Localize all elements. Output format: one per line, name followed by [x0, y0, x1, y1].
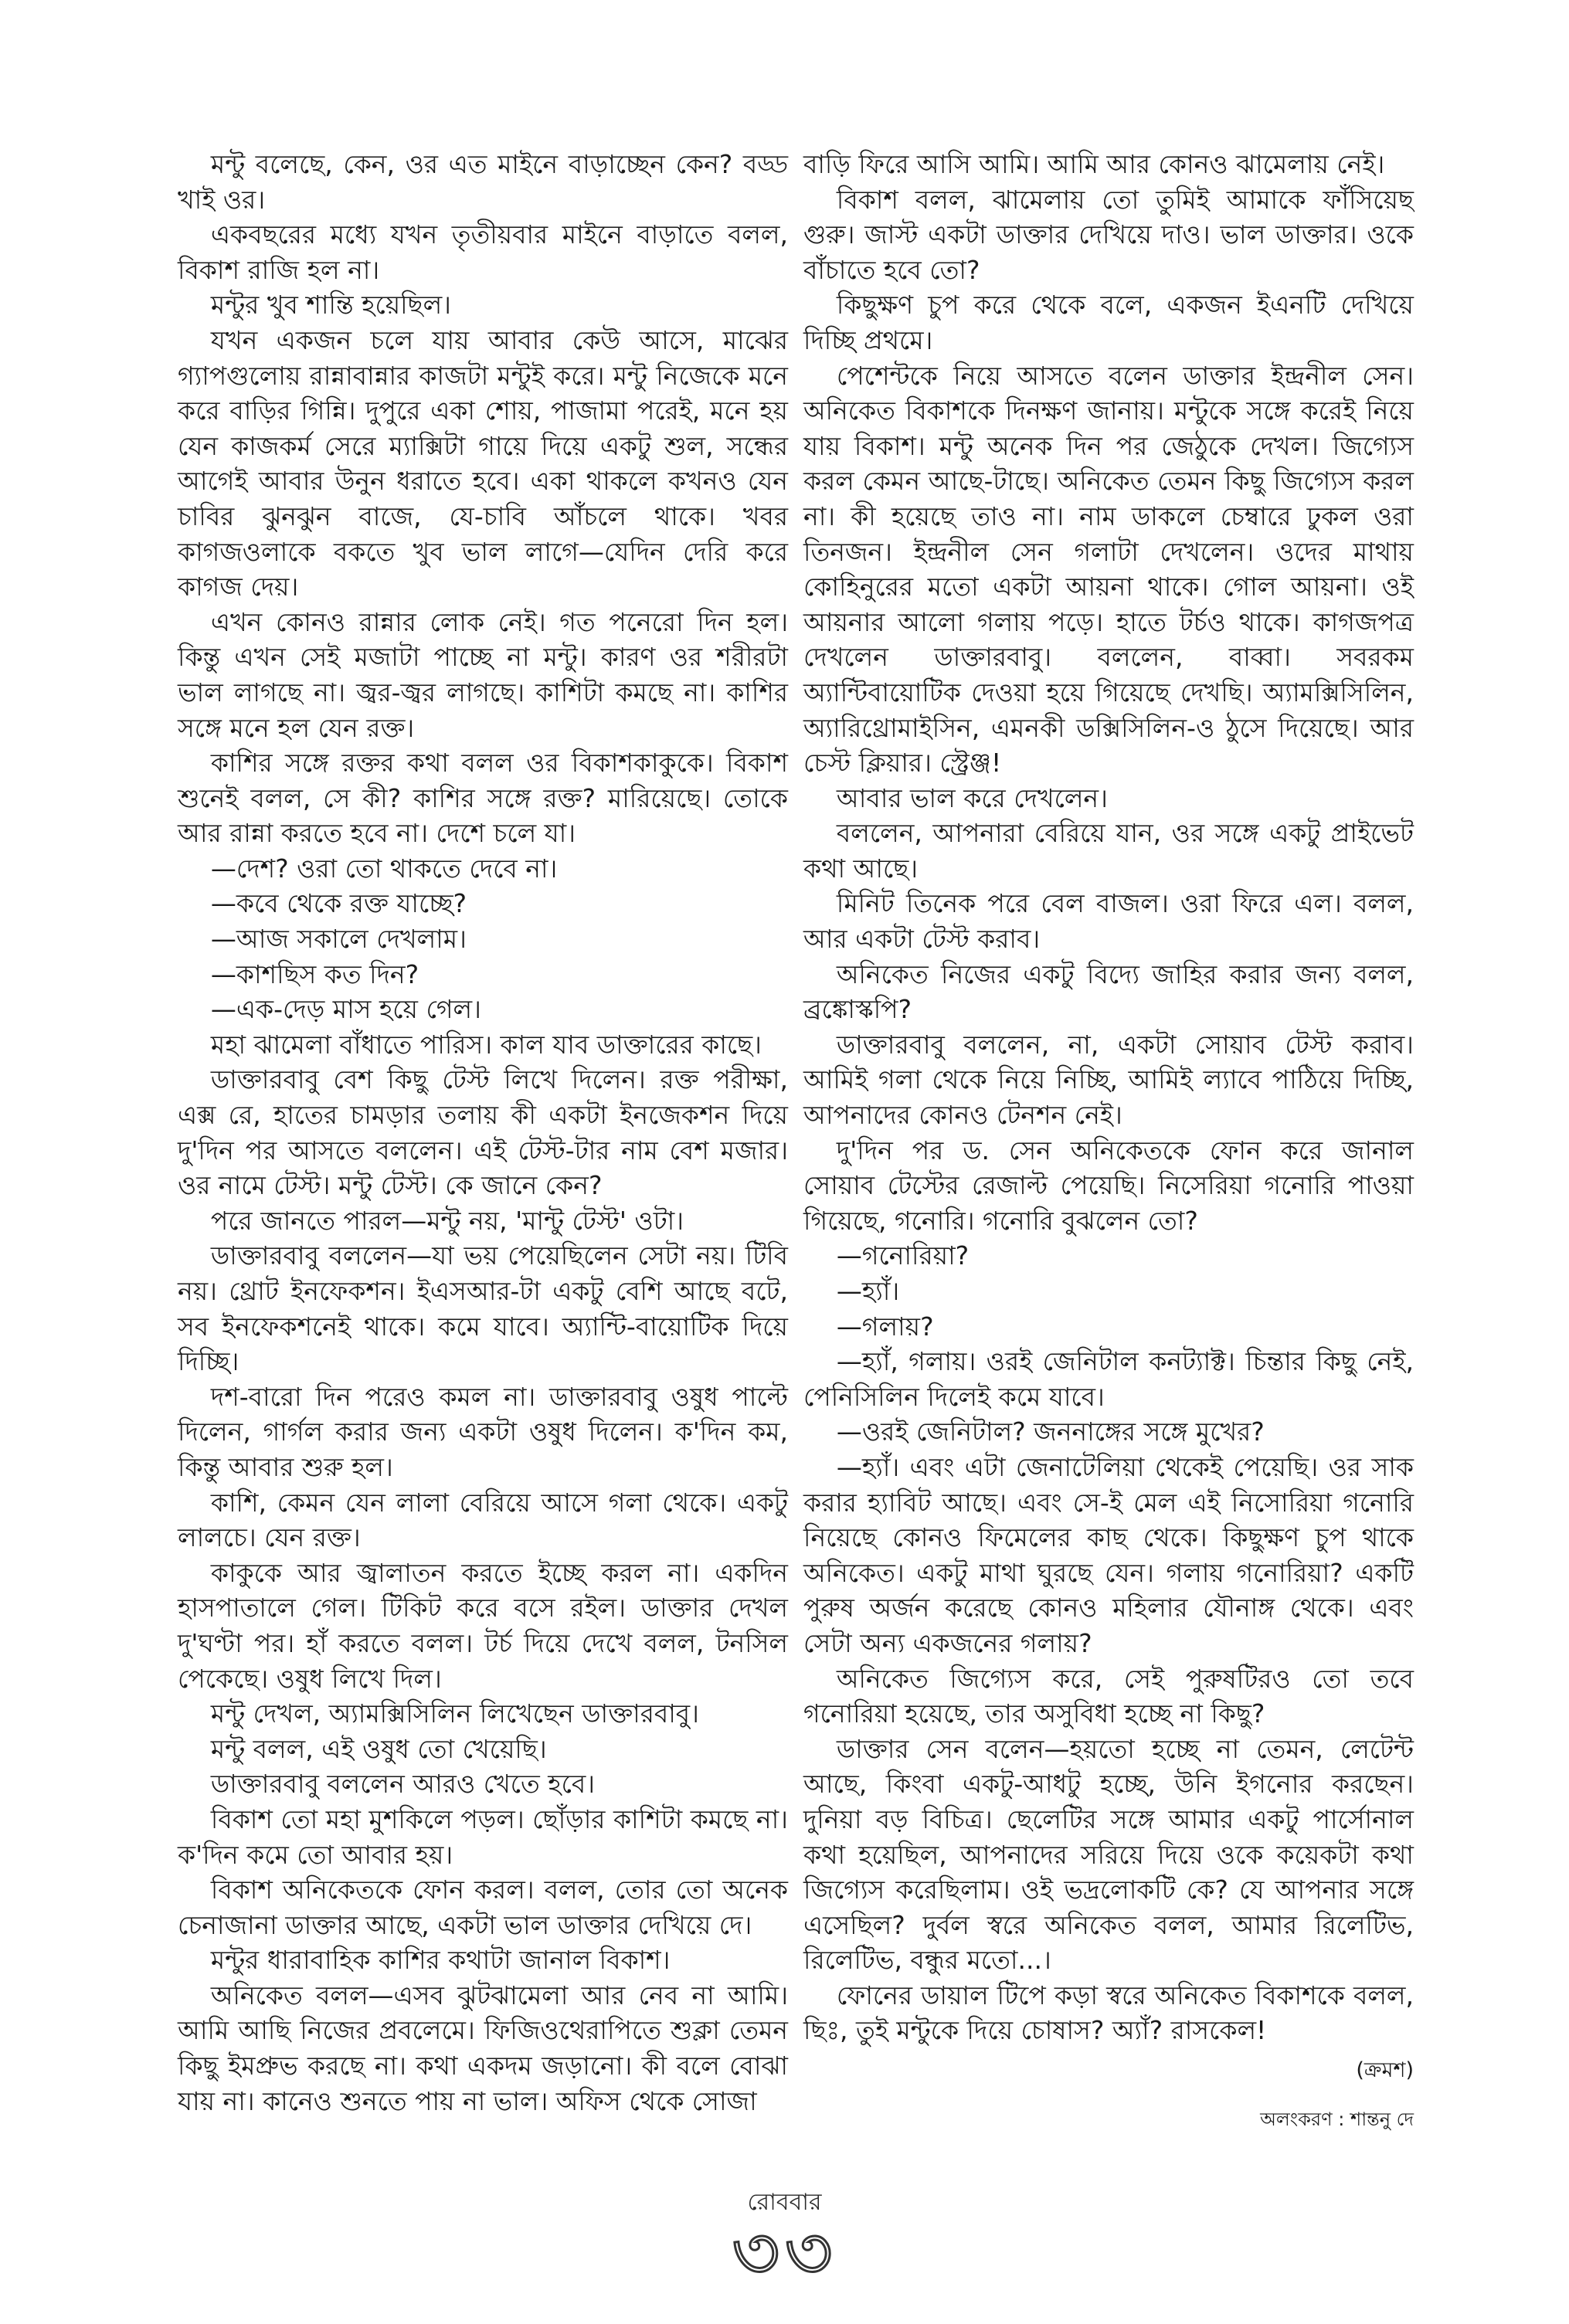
paragraph: —হ্যাঁ, গলায়। ওরই জেনিটাল কনট্যাক্ট। চিন্তার কিছু নেই, পেনিসিলিন দিলেই কমে যাবে।	[803, 1346, 1414, 1412]
paragraph: ডাক্তার সেন বলেন—হয়তো হচ্ছে না তেমন, লেটেন্ট আছে, কিংবা একটু-আধটু হচ্ছে, উনি ইগনোর করছেন। দুনিয়া বড় বিচিত্র। ছেলেটির সঙ্গে আমার একটু পার্সোনাল কথা হয়েছিল, আপনাদের সরিয়ে দিয়ে ওকে কয়েকটা কথা জিগ্যেস করেছিলাম। ওই ভদ্রলোকটি কে? যে আপনার সঙ্গে এসেছিল? দুর্বল স্বরে অনিকেত বলল, আমার রিলেটিভ, রিলেটিভ, বন্ধুর মতো...।	[803, 1733, 1414, 1976]
right-paragraphs	[803, 147, 1414, 2048]
paragraph: কিছুক্ষণ চুপ করে থেকে বলে, একজন ইএনটি দেখিয়ে দিচ্ছি প্রথমে।	[803, 290, 1414, 355]
paragraph: বললেন, আপনারা বেরিয়ে যান, ওর সঙ্গে একটু প্রাইভেট কথা আছে।	[803, 818, 1414, 884]
paragraph: বিকাশ বলল, ঝামেলায় তো তুমিই আমাকে ফাঁসিয়েছ গুরু। জাস্ট একটা ডাক্তার দেখিয়ে দাও। ভাল ডাক্তার। ওকে বাঁচাতে হবে তো?	[803, 184, 1414, 285]
paragraph: বিকাশ অনিকেতকে ফোন করল। বলল, তোর তো অনেক চেনাজানা ডাক্তার আছে, একটা ভাল ডাক্তার দেখিয়ে দে।	[178, 1874, 788, 1940]
paragraph: ডাক্তারবাবু বেশ কিছু টেস্ট লিখে দিলেন। রক্ত পরীক্ষা, এক্স রে, হাতের চামড়ার তলায় কী একটা ইনজেকশন দিয়ে দু'দিন পর আসতে বললেন। এই টেস্ট-টার নাম বেশ মজার। ওর নামে টেস্ট। মন্টু টেস্ট। কে জানে কেন?	[178, 1064, 788, 1201]
paragraph: আবার ভাল করে দেখলেন।	[836, 782, 1108, 813]
paragraph: কাকুকে আর জ্বালাতন করতে ইচ্ছে করল না। একদিন হাসপাতালে গেল। টিকিট করে বসে রইল। ডাক্তার দেখল দু'ঘণ্টা পর। হাঁ করতে বলল। টর্চ দিয়ে দেখে বলল, টনসিল পেকেছে। ওষুধ লিখে দিল।	[178, 1557, 788, 1694]
paragraph: —ওরই জেনিটাল? জননাঙ্গের সঙ্গে মুখের?	[836, 1416, 1265, 1447]
paragraph: এখন কোনও রান্নার লোক নেই। গত পনেরো দিন হল। কিন্তু এখন সেই মজাটা পাচ্ছে না মন্টু। কারণ ওর শরীরটা ভাল লাগছে না। জ্বর-জ্বর লাগছে। কাশিটা কমছে না। কাশির সঙ্গে মনে হল যেন রক্ত।	[178, 606, 788, 743]
paragraph: বিকাশ তো মহা মুশকিলে পড়ল। ছোঁড়ার কাশিটা কমছে না। ক'দিন কমে তো আবার হয়।	[178, 1803, 788, 1870]
illustration-credit: অলংকরণ : শান্তনু দে	[1260, 2108, 1414, 2130]
paragraph: —দেশ? ওরা তো থাকতে দেবে না।	[210, 853, 558, 884]
paragraph: কাশি, কেমন যেন লালা বেরিয়ে আসে গলা থেকে। একটু লালচে। যেন রক্ত।	[178, 1487, 788, 1553]
paragraph: যখন একজন চলে যায় আবার কেউ আসে, মাঝের গ্যাপগুলোয় রান্নাবান্নার কাজটা মন্টুই করে। মন্টু নিজেকে মনে করে বাড়ির গিন্নি। দুপুরে একা শোয়, পাজামা পরেই, মনে হয় যেন কাজকর্ম সেরে ম্যাক্সিটা গায়ে দিয়ে একটু শুল, সন্ধের আগেই আবার উনুন ধরাতে হবে। একা থাকলে কখনও যেন চাবির ঝুনঝুন বাজে, যে-চাবি আঁচলে থাকে। খবর কাগজওলাকে বকতে খুব ভাল লাগে—যেদিন দেরি করে কাগজ দেয়।	[178, 324, 788, 602]
paragraph: বাড়ি ফিরে আসি আমি। আমি আর কোনও ঝামেলায় নেই।	[803, 149, 1385, 179]
paragraph: পরে জানতে পারল—মন্টু নয়, 'মান্টু টেস্ট' ওটা।	[210, 1205, 684, 1236]
paragraph: দু'দিন পর ড. সেন অনিকেতকে ফোন করে জানাল সোয়াব টেস্টের রেজাল্ট পেয়েছি। নিসেরিয়া গনোরি পাওয়া গিয়েছে, গনোরি। গনোরি বুঝলেন তো?	[803, 1135, 1414, 1236]
text-column-left	[178, 147, 788, 2119]
page-footer	[0, 2189, 1569, 2296]
paragraph: —আজ সকালে দেখলাম।	[210, 924, 467, 955]
paragraph: মন্টু বলেছে, কেন, ওর এত মাইনে বাড়াচ্ছেন কেন? বড্ড খাই ওর।	[178, 149, 788, 215]
paragraph: —হ্যাঁ।	[836, 1276, 900, 1306]
text-column-right	[803, 147, 1414, 2137]
paragraph: পেশেন্টকে নিয়ে আসতে বলেন ডাক্তার ইন্দ্রনীল সেন। অনিকেত বিকাশকে দিনক্ষণ জানায়। মন্টুকে সঙ্গে করেই নিয়ে যায় বিকাশ। মন্টু অনেক দিন পর জেঠুকে দেখল। জিগ্যেস করল কেমন আছে-টাছে। অনিকেত তেমন কিছু জিগ্যেস করল না। কী হয়েছে তাও না। নাম ডাকলে চেম্বারে ঢুকল ওরা তিনজন। ইন্দ্রনীল সেন গলাটা দেখলেন। ওদের মাথায় কোহিনুরের মতো একটা আয়না থাকে। গোল আয়না। ওই আয়নার আলো গলায় পড়ে। হাতে টর্চও থাকে। কাগজপত্র দেখলেন ডাক্তারবাবু। বললেন, বাব্বা। সবরকম অ্যান্টিবায়োটিক দেওয়া হয়ে গিয়েছে দেখছি। অ্যামক্সিসিলিন, অ্যারিথ্রোমাইসিন, এমনকী ডক্সিসিলিন-ও ঠুসে দিয়েছে। আর চেস্ট ক্লিয়ার। স্ট্রেঞ্জ!	[803, 360, 1414, 779]
paragraph: ডাক্তারবাবু বললেন—যা ভয় পেয়েছিলেন সেটা নয়। টিবি নয়। থ্রোট ইনফেকশন। ইএসআর-টা একটু বেশি আছে বটে, সব ইনফেকশনেই থাকে। কমে যাবে। অ্যান্টি-বায়োটিক দিয়ে দিচ্ছি।	[178, 1240, 788, 1377]
page-number: ৩৩	[732, 2210, 837, 2296]
paragraph: অনিকেত নিজের একটু বিদ্যে জাহির করার জন্য বলল, ব্রঙ্কোস্কপি?	[803, 958, 1414, 1025]
paragraph: একবছরের মধ্যে যখন তৃতীয়বার মাইনে বাড়াতে বলল, বিকাশ রাজি হল না।	[178, 219, 788, 285]
paragraph: —এক-দেড় মাস হয়ে গেল।	[210, 994, 481, 1025]
paragraph: —হ্যাঁ। এবং এটা জেনাটেলিয়া থেকেই পেয়েছি। ওর সাক করার হ্যাবিট আছে। এবং সে-ই মেল এই নিসোরিয়া গনোরি নিয়েছে কোনও ফিমেলের কাছ থেকে। কিছুক্ষণ চুপ থাকে অনিকেত। একটু মাথা ঘুরছে যেন। গলায় গনোরিয়া? একটি পুরুষ অর্জন করেছে কোনও মহিলার যৌনাঙ্গ থেকে। এবং সেটা অন্য একজনের গলায়?	[803, 1451, 1414, 1658]
paragraph: দশ-বারো দিন পরেও কমল না। ডাক্তারবাবু ওষুধ পাল্টে দিলেন, গার্গল করার জন্য একটা ওষুধ দিলেন। ক'দিন কম, কিন্তু আবার শুরু হল।	[178, 1381, 788, 1482]
paragraph: মন্টু দেখল, অ্যামক্সিসিলিন লিখেছেন ডাক্তারবাবু।	[210, 1698, 699, 1729]
continued-marker: (ক্রমশ)	[1356, 2058, 1414, 2083]
paragraph: ফোনের ডায়াল টিপে কড়া স্বরে অনিকেত বিকাশকে বলল, ছিঃ, তুই মন্টুকে দিয়ে চোষাস? অ্যাঁ? রাসকেল!	[803, 1980, 1414, 2046]
paragraph: মন্টু বলল, এই ওষুধ তো খেয়েছি।	[210, 1733, 547, 1764]
paragraph: —কবে থেকে রক্ত যাচ্ছে?	[210, 888, 467, 919]
paragraph: কাশির সঙ্গে রক্তর কথা বলল ওর বিকাশকাকুকে। বিকাশ শুনেই বলল, সে কী? কাশির সঙ্গে রক্ত? মারিয়েছে। তোকে আর রান্না করতে হবে না। দেশে চলে যা।	[178, 748, 788, 849]
paragraph: অনিকেত বলল—এসব ঝুটঝামেলা আর নেব না আমি। আমি আছি নিজের প্রবলেমে। ফিজিওথেরাপিতে শুক্লা তেমন কিছু ইমপ্রুভ করছে না। কথা একদম জড়ানো। কী বলে বোঝা যায় না। কানেও শুনতে পায় না ভাল। অফিস থেকে সোজা	[178, 1980, 788, 2116]
paragraph: মন্টুর খুব শান্তি হয়েছিল।	[210, 290, 451, 321]
paragraph: মন্টুর ধারাবাহিক কাশির কথাটা জানাল বিকাশ।	[210, 1945, 671, 1976]
paragraph: ডাক্তারবাবু বললেন, না, একটা সোয়াব টেস্ট করাব। আমিই গলা থেকে নিয়ে নিচ্ছি, আমিই ল্যাবে পাঠিয়ে দিচ্ছি, আপনাদের কোনও টেনশন নেই।	[803, 1029, 1414, 1131]
paragraph: —গলায়?	[836, 1311, 934, 1342]
paragraph: —কাশছিস কত দিন?	[210, 958, 419, 989]
magazine-name: রোববার	[747, 2189, 822, 2216]
paragraph: মহা ঝামেলা বাঁধাতে পারিস। কাল যাব ডাক্তারের কাছে।	[210, 1029, 762, 1060]
paragraph: মিনিট তিনেক পরে বেল বাজল। ওরা ফিরে এল। বলল, আর একটা টেস্ট করাব।	[803, 888, 1414, 955]
paragraph: —গনোরিয়া?	[836, 1240, 970, 1271]
paragraph: ডাক্তারবাবু বললেন আরও খেতে হবে।	[210, 1769, 596, 1800]
paragraph: অনিকেত জিগ্যেস করে, সেই পুরুষটিরও তো তবে গনোরিয়া হয়েছে, তার অসুবিধা হচ্ছে না কিছু?	[803, 1663, 1414, 1729]
